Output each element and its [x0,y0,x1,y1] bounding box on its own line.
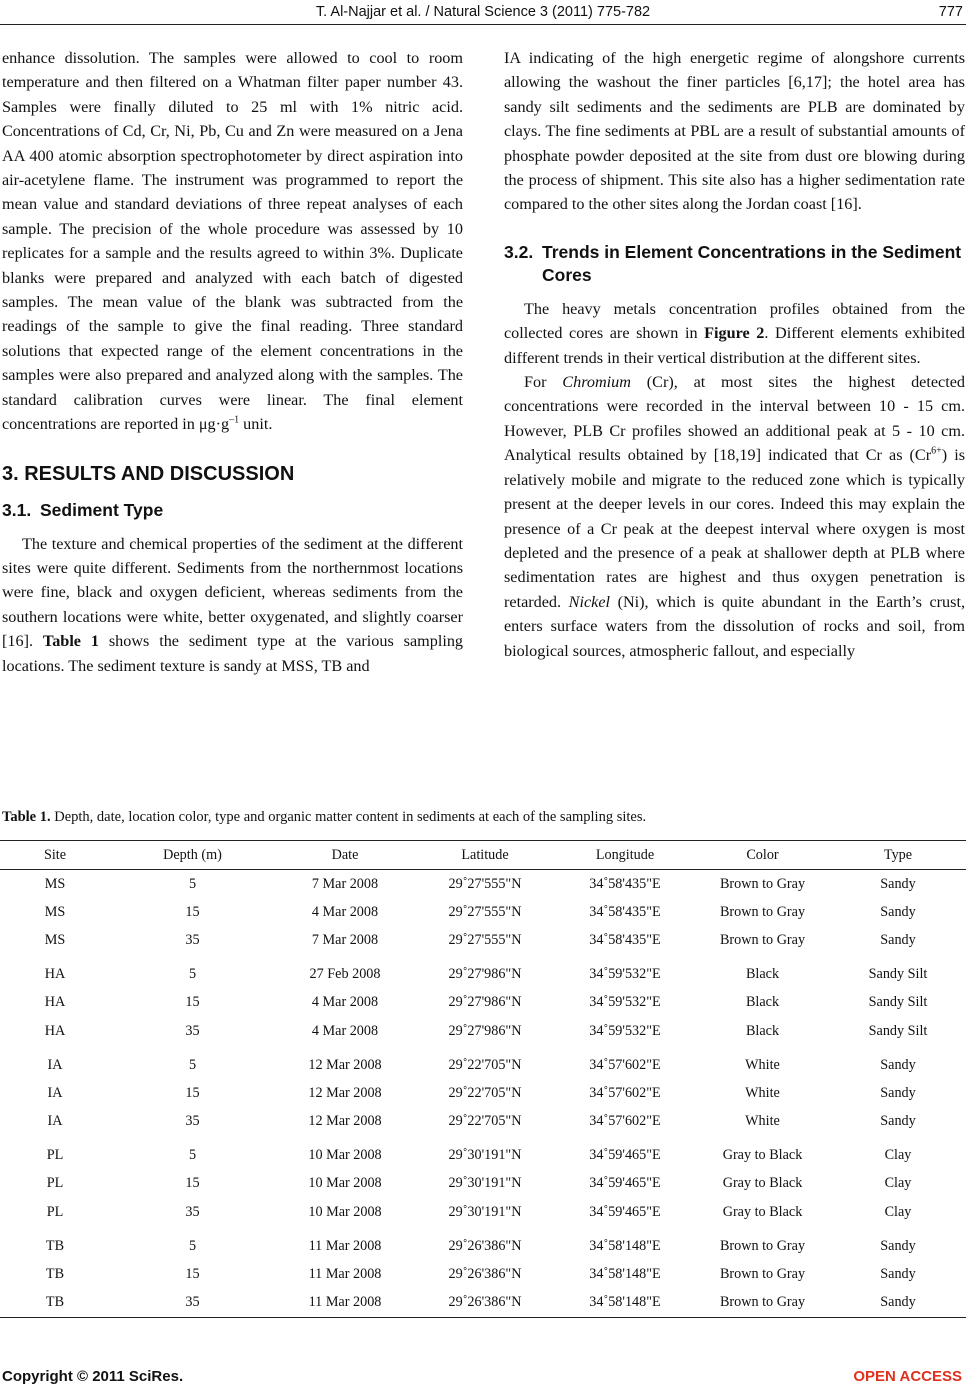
table-caption-text: Depth, date, location color, type and organic matter content in sediments at each of the sampling sites. [50,809,647,825]
table-cell: 4 Mar 2008 [311,1022,379,1039]
table-cell: Black [745,966,780,983]
table-cell: White [745,1113,780,1130]
table-cell: 12 Mar 2008 [308,1084,382,1101]
table-cell: 4 Mar 2008 [311,903,379,920]
table-cell: 10 Mar 2008 [308,1147,382,1164]
table-cell: 15 [185,903,200,920]
table-cell: 35 [185,931,200,948]
table-column-header: Longitude [555,841,695,870]
running-head-text: T. Al-Najjar et al. / Natural Science 3 (2011) 775-782 [315,4,651,20]
table-cell: White [745,1084,780,1101]
table-cell: 29˚27'986"N [448,994,522,1011]
table-cell: 5 [188,1147,197,1164]
page-number: 777 [938,4,963,20]
table-cell: Sandy [880,1266,916,1283]
running-head [0,4,966,20]
table-row [0,1079,966,1107]
table-cell: Black [745,994,780,1011]
table-cell: PL [46,1203,64,1220]
table-cell: 11 Mar 2008 [308,1266,382,1283]
table-column-header: Latitude [415,841,555,870]
table-cell: MS [44,931,66,948]
table-cell: 35 [110,1289,275,1318]
table-cell: 34˚59'465"E [589,1147,661,1164]
table-cell: 15 [185,994,200,1011]
table-cell: Brown to Gray [719,1266,806,1283]
table-cell: Clay [884,1175,912,1192]
table-cell: 15 [185,1175,200,1192]
table-cell: 34˚59'465"E [589,1175,661,1192]
paragraph-trends [504,297,965,370]
table-cell: Clay [884,1203,912,1220]
table-row [0,989,966,1017]
paragraph-text: The texture and chemical properties of the sediment at the different sites were quite different. Sediments from the northernmost locations were fine, black and oxygen deficient, whereas sediments from the southern locations were white, better oxygenated, and slightly coarser [16]. [2,534,463,651]
table-cell: Sandy [880,1237,916,1254]
table-cell: 34˚59'532"E [589,1022,661,1039]
table-cell: 34˚58'148"E [589,1237,661,1254]
table-header-row [0,841,966,870]
table-cell: 35 [185,1113,200,1130]
table-cell: Gray to Black [722,1147,803,1164]
table-row [0,1045,966,1079]
table-row [0,1226,966,1260]
table-caption [2,808,964,826]
subsection-number: 3.1. [2,499,32,520]
table-cell: 29˚26'386"N [448,1266,522,1283]
table-cell: 34˚58'435"E [589,903,661,920]
table-row [0,1136,966,1170]
table-cell: Sandy [880,931,916,948]
table-cell: 11 Mar 2008 [275,1289,415,1318]
table-cell: 12 Mar 2008 [308,1113,382,1130]
subsection-heading-3-1 [2,499,463,522]
table-row [0,1289,966,1318]
table-column-header: Site [0,841,110,870]
table-cell: Sandy Silt [868,966,928,983]
header-rule [0,24,966,25]
table-cell: 29˚30'191"N [448,1147,522,1164]
table-cell: Brown to Gray [719,903,806,920]
paragraph-sediment-cont: IA indicating of the high energetic regime of alongshore currents allowing the washout the finer particles [6,17]; the hotel area has sandy silt sediments and the sediments are PLB are dominated by clays. The fine sediments at PBL are a result of substantial amounts of phosphate powder deposited at the site from dust ore blowing during the process of shipment. This site also has a higher sedimentation rate compared to the other sites along the Jordan coast [16]. [504,49,965,214]
table-cell: Clay [884,1147,912,1164]
paragraph-sediment-type [2,532,463,678]
table-row [0,898,966,926]
table-cell: Brown to Gray [719,931,806,948]
table-cell: Brown to Gray [719,1237,806,1254]
table-cell: Sandy [880,1056,916,1073]
table-cell: Sandy [880,875,916,892]
table-reference: Table 1 [42,632,99,651]
paragraph-text: enhance dissolution. The samples were allowed to cool to room temperature and then filtered on a Whatman filter paper number 43. Samples were finally diluted to 25 ml with 1% nitric acid. Concentrations of Cd, Cr, Ni, Pb, Cu and Zn were measured on a Jena AA 400 atomic absorption spectrophotometer by direct aspiration into air-acetylene flame. The instrument was programmed to report the mean value and standard deviations of three repeat analyses of each sample. The precision of the whole procedure was assessed by 10 replicates for a sample and the results agreed to within 3%. Duplicate blanks were prepared and analyzed with each batch of digested samples. The mean value of the blank was subtracted from the readings of the sample to give the final reading. Three standard solutions that expected range of the element concentrations in the samples were also prepared and analyzed along with the samples. The standard calibration curves were linear. The final element concentrations are reported in μg·g [2,49,463,434]
table-column-header: Type [830,841,966,870]
table-cell: PL [46,1147,64,1164]
paragraph-text: For [524,373,563,392]
table-cell: Sandy [830,1289,966,1318]
table-row [0,1017,966,1045]
subsection-number: 3.2. [504,241,534,262]
table-cell: 5 [188,966,197,983]
table-column-header: Depth (m) [110,841,275,870]
table-caption-label: Table 1. [2,809,51,825]
table-cell: TB [45,1237,65,1254]
table-cell: 7 Mar 2008 [311,931,379,948]
paragraph-chromium-nickel [504,370,965,663]
figure-reference: Figure 2 [704,324,765,343]
table-cell: 29˚27'555"N [448,931,522,948]
table-cell: Brown to Gray [695,1289,830,1318]
table-cell: 29˚27'555"N [448,875,522,892]
table-cell: 4 Mar 2008 [311,994,379,1011]
subsection-heading-3-2 [504,241,965,287]
left-column [2,46,463,678]
table-cell: 29˚22'705"N [448,1113,522,1130]
table-cell: Sandy Silt [868,994,928,1011]
paragraph-text: . Different elements exhibited different trends in their vertical distribution at the different sites. [504,324,965,367]
table-cell: IA [47,1056,63,1073]
table-cell: IA [47,1084,63,1101]
table-cell: 34˚58'148"E [589,1266,661,1283]
table-cell: MS [44,875,66,892]
table-cell: Sandy [880,1113,916,1130]
table-cell: 34˚58'435"E [589,875,661,892]
table-cell: Gray to Black [722,1175,803,1192]
table-cell: 5 [188,875,197,892]
table-cell: 34˚59'465"E [589,1203,661,1220]
element-name-chromium: Chromium [562,373,631,392]
table-cell: 34˚58'148"E [555,1289,695,1318]
page-footer [2,1368,962,1385]
table-column-header: Color [695,841,830,870]
table-cell: 10 Mar 2008 [308,1203,382,1220]
table-cell: Sandy [880,903,916,920]
unit-superscript: –1 [229,414,240,426]
copyright-text: Copyright © 2011 SciRes. [2,1368,184,1385]
table-cell: TB [0,1289,110,1318]
table-cell: 27 Feb 2008 [309,966,381,983]
table-cell: 29˚22'705"N [448,1084,522,1101]
element-name-nickel: Nickel [568,592,611,611]
table-cell: HA [44,966,66,983]
table-cell: 5 [188,1056,197,1073]
table-cell: TB [45,1266,65,1283]
table-cell: MS [44,903,66,920]
paragraph-text: shows the sediment type at the various sampling locations. The sediment texture is sandy at MSS, TB and [2,632,464,675]
table-row [0,1108,966,1136]
table-cell: Sandy [880,1084,916,1101]
table-cell: White [745,1056,780,1073]
table-cell: Black [745,1022,780,1039]
table-cell: 34˚58'435"E [589,931,661,948]
table-cell: 34˚57'602"E [589,1084,661,1101]
right-column [504,46,965,663]
table-cell: 10 Mar 2008 [308,1175,382,1192]
table-cell: 11 Mar 2008 [308,1237,382,1254]
table-cell: 29˚27'555"N [448,903,522,920]
section-heading: 3. RESULTS AND DISCUSSION [2,462,295,485]
open-access-label: OPEN ACCESS [853,1368,962,1385]
table-cell: 29˚30'191"N [448,1203,522,1220]
sediment-table [0,840,966,1318]
table-cell: Brown to Gray [719,875,806,892]
table-cell: 34˚59'532"E [589,966,661,983]
table-cell: 34˚57'602"E [589,1113,661,1130]
paragraph-text: The heavy metals concentration profiles obtained from the collected cores are shown in [504,299,965,343]
subsection-title: Trends in Element Concentrations in the Sediment Cores [542,241,962,285]
table-cell: 5 [188,1237,197,1254]
table-column-header: Date [275,841,415,870]
table-cell: 15 [185,1266,200,1283]
table-cell: 35 [185,1203,200,1220]
table-cell: 7 Mar 2008 [311,875,379,892]
table-cell: 34˚57'602"E [589,1056,661,1073]
table-cell: Gray to Black [722,1203,803,1220]
table-cell: HA [44,994,66,1011]
table-cell: 29˚26'386"N [415,1289,555,1318]
table-cell: 29˚27'986"N [448,966,522,983]
table-cell: 29˚30'191"N [448,1175,522,1192]
subsection-title: Sediment Type [40,499,164,520]
table-cell: 12 Mar 2008 [308,1056,382,1073]
table-cell: 29˚26'386"N [448,1237,522,1254]
table-row [0,1198,966,1226]
table-row [0,926,966,954]
paragraph-methods-end [2,46,463,437]
table-cell: 29˚22'705"N [448,1056,522,1073]
table-cell: 35 [185,1022,200,1039]
ion-charge-superscript: 6+ [931,445,942,457]
table-cell: 29˚27'986"N [448,1022,522,1039]
table-cell: HA [44,1022,66,1039]
table-row [0,1260,966,1288]
table-body [0,870,966,1318]
table-cell: PL [46,1175,64,1192]
table-cell: IA [47,1113,63,1130]
table-cell: 34˚59'532"E [589,994,661,1011]
paragraph-text: (Cr), at most sites the highest detected concentrations were recorded in the interval between 10 - 15 cm. However, PLB Cr profiles showed an additional peak at 5 - 10 cm. Analytical results obtained by [18,19] indicated that Cr as (Cr [504,373,965,465]
table-row [0,1170,966,1198]
table-row [0,955,966,989]
paragraph-text: unit. [239,415,273,434]
paragraph-text: ) is relatively mobile and migrate to the reduced zone which is typically present at the deeper levels in our cores. Indeed this may explain the presence of a Cr peak at the deepest interval where oxygen is most depleted and the presence of a peak at shallower depth at PLB where sedimentation rates are highest and thus oxygen penetration is retarded. [504,446,966,611]
table-row [0,870,966,899]
table-cell: Sandy Silt [868,1022,928,1039]
paragraph-text: (Ni), which is quite abundant in the Earth’s crust, enters surface waters from the dissolution of rocks and soil, from biological sources, atmospheric fallout, and especially [504,592,965,660]
table-cell: 15 [185,1084,200,1101]
